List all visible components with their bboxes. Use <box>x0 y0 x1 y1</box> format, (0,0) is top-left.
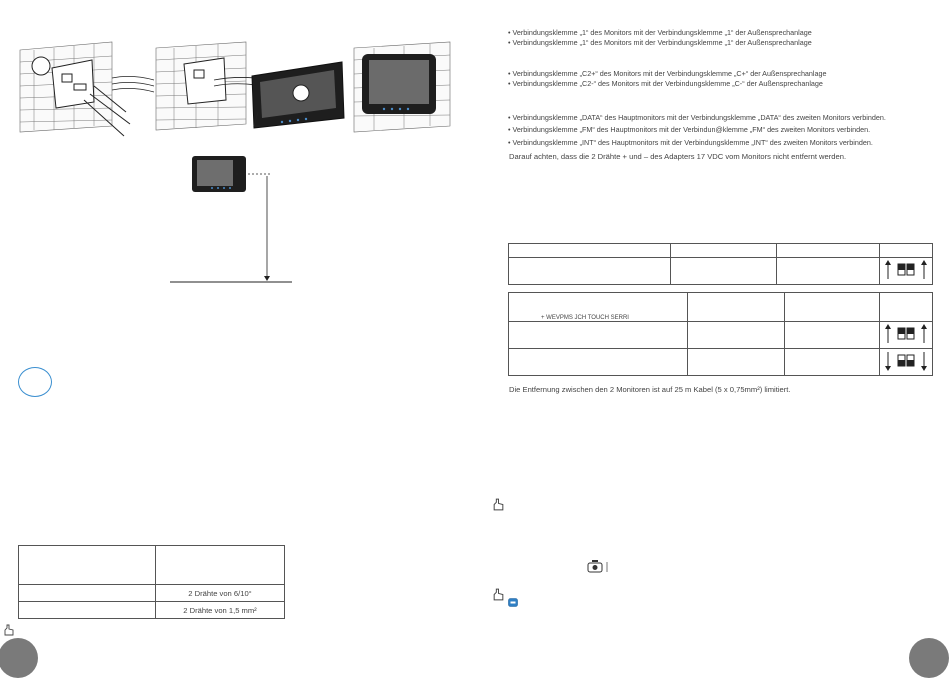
table-row <box>509 349 933 376</box>
wiring-line: • Verbindungsklemme „C2-“ des Monitors mit der Verbindungsklemme „C-“ der Außensprechanlage <box>508 78 823 88</box>
table-row <box>509 293 933 322</box>
wiring-group-2 <box>508 69 827 88</box>
table-row <box>509 322 933 349</box>
cable-row-2: 2 Drähte von 1,5 mm² <box>156 602 285 619</box>
dip-switch-up-icon <box>884 259 928 281</box>
mounting-height-diagram <box>168 152 298 287</box>
wall-2-monitor-wiring <box>156 42 344 130</box>
wiring-line: • Verbindungsklemme „DATA“ des Hauptmonitors mit der Verbindungsklemme „DATA“ des zweiten Monitors verbinden. <box>508 113 886 122</box>
wiring-line: • Verbindungsklemme „INT“ des Hauptmonitors mit der Verbindungsklemme „INT“ des zweiten Monitors verbinden. <box>508 137 873 147</box>
page-number-badge-left <box>0 638 38 678</box>
language-marker-oval <box>18 367 52 397</box>
installation-illustration <box>14 40 454 140</box>
table-row <box>509 244 933 258</box>
camera-button-icon <box>586 558 612 574</box>
wiring-line: • Verbindungsklemme „C2+“ des Monitors mit der Verbindungsklemme „C+“ der Außensprechanlage <box>508 69 827 78</box>
wiring-group-3 <box>508 112 886 149</box>
distance-note: Die Entfernung zwischen den 2 Monitoren ist auf 25 m Kabel (5 x 0,75mm²) limitiert. <box>509 385 791 394</box>
switch-table-top <box>508 243 933 285</box>
menu-key-icon <box>508 598 518 607</box>
switch-table-bottom <box>508 292 933 376</box>
table-row <box>19 602 285 619</box>
wiring-line: • Verbindungsklemme „1“ des Monitors mit der Verbindungsklemme „1“ der Außensprechanlage <box>508 28 812 37</box>
table-row <box>19 546 285 585</box>
wiring-line: • Verbindungsklemme „1“ des Monitors mit der Verbindungsklemme „1“ der Außensprechanlage <box>508 37 812 47</box>
wall-1-mounting-plate <box>20 42 130 136</box>
hand-pointer-icon <box>3 624 15 636</box>
table-row <box>509 258 933 285</box>
wall-3-mounted-monitor <box>354 42 450 132</box>
wiring-line: • Verbindungsklemme „FM“ des Hauptmonitors mit der Verbindun@klemme „FM“ des zweiten Monitors verbinden. <box>508 125 871 135</box>
dip-switch-down-icon <box>884 350 928 372</box>
hand-pointer-icon <box>492 588 505 601</box>
monitor-model-label: + WEVPMS JCH TOUCH SERRI <box>541 315 629 321</box>
hand-pointer-icon <box>492 498 505 511</box>
cable-row-1: 2 Drähte von 6/10° <box>156 585 285 602</box>
adapter-note: Darauf achten, dass die 2 Drähte + und – des Adapters 17 VDC vom Monitors nicht entfernt werden. <box>509 152 847 161</box>
dip-switch-up-icon <box>884 323 928 345</box>
table-row <box>19 585 285 602</box>
wiring-group-1 <box>508 28 812 47</box>
page-number-badge-right <box>909 638 949 678</box>
cable-section-table <box>18 545 285 619</box>
